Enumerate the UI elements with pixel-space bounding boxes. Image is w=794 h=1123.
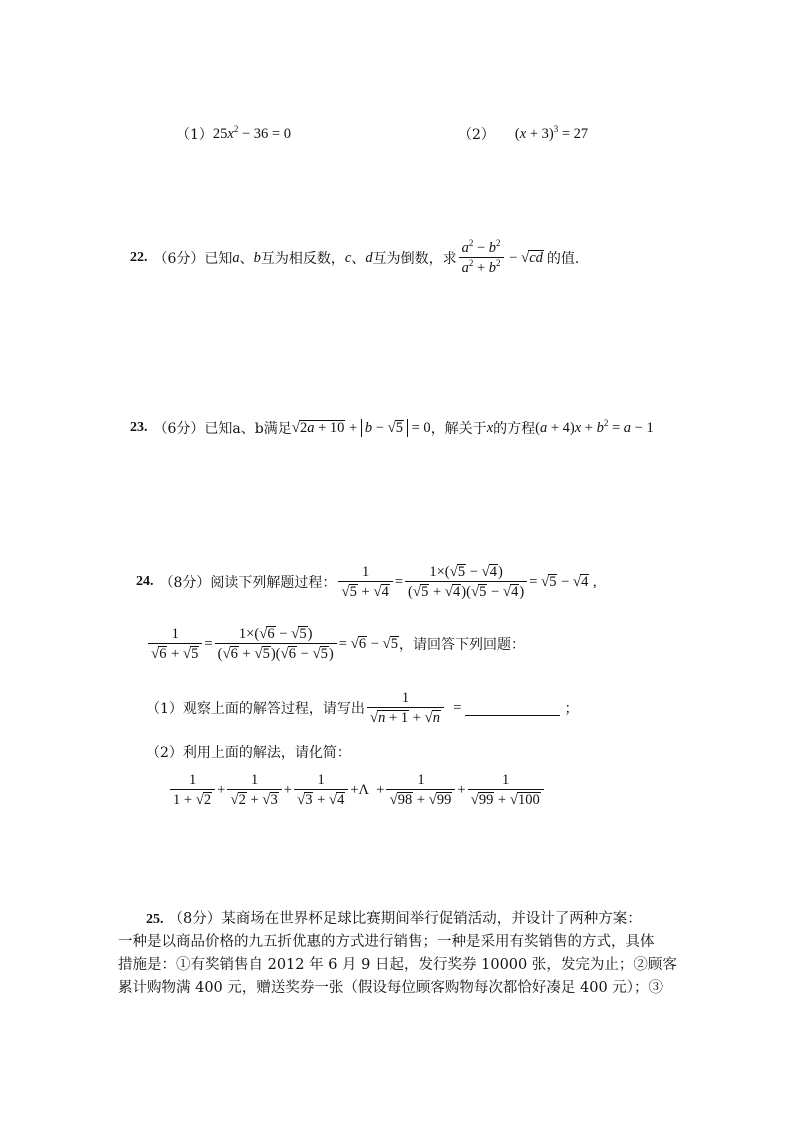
sum-term-3: 1 √ 3 + √ 4 [294,772,348,808]
q25-line1-text: （8分）某商场在世界杯足球比赛期间举行促销活动，并设计了两种方案： [168,911,642,927]
q21-part1 [176,124,291,144]
q23-text-b: ，解关于 [430,421,487,437]
q21-part1-label: （1） [176,127,213,143]
q24-sub2 [146,742,351,762]
q22-expression: $\frac{a^2 - b^2}{a^2 + b^2}$ − √ cd [457,240,544,276]
sum-term-98: 1 √ 98 + √ 99 [386,772,455,808]
q21-part1-equation: $25x^2 - 36 = 0$ [212,123,291,142]
sum-term-2: 1 √ 2 + √ 3 [227,772,281,808]
q23-condition: √ 2a + 10 + b − √ 5 = 0 [291,419,431,436]
q24-example-2-line [146,626,525,662]
q25-line-3: 措施是：①有奖销售自 2012 年 6 月 9 日起，发行奖券 10000 张，发完为止；②顾客 [118,957,677,973]
q21-part2 [458,124,588,144]
q23-text-a: （6分）已知a、b满足 [153,421,292,437]
q22-text-b: 互为相反数， [260,251,345,267]
q23-text-c: 的方程 [493,421,536,437]
q25-line-2: 一种是以商品价格的九五折优惠的方式进行销售；一种是采用有奖销售的方式，具体 [118,934,655,950]
sum-term-99: 1 √ 99 + √ 100 [468,772,544,808]
q24-sub1-end: ； [564,701,579,717]
q22-number: 22. [130,250,148,265]
q24-sub1-label: （1）观察上面的解答过程，请写出 [146,701,365,717]
q22-fraction: $\frac{a^2 - b^2}{a^2 + b^2}$ [459,240,504,276]
q23-var-x: x [486,419,494,436]
q22-text-d: 的值. [546,251,580,267]
q22-var-c: c [344,249,352,266]
q21-part2-equation: $(x + 3)^3 = 27$ [514,123,589,142]
q22-var-d: d [365,249,373,266]
q24-tail: ，请回答下列回题： [398,637,525,653]
q24-sub1-expression: 1 √ n + 1 + √ n = [365,690,462,726]
q25-line-4: 累计购物满 400 元，赠送奖券一张（假设每位顾客购物每次都恰好凑足 400 元）；③ [118,980,664,996]
question-24 [136,564,597,600]
q24-answer-blank[interactable] [465,701,560,716]
q24-intro: （8分）阅读下列解题过程： [159,575,337,591]
q22-text-a: （6分）已知 [153,251,233,267]
q23-number: 23. [130,420,148,435]
question-25 [118,908,688,1000]
q24-number: 24. [136,574,154,589]
q24-sub2-label: （2）利用上面的解法，请化简： [146,745,351,761]
q25-number: 25. [146,912,164,927]
q22-text-c: 互为倒数，求 [372,251,457,267]
question-22 [130,240,579,276]
q22-sep2: 、 [351,251,366,267]
q24-sum-expression: 1 1 + √ 2 + 1 √ 2 + √ 3 + 1 √ 3 + √ 4 +Λ + 1 √ 98 + √ 99 + 1 √ 99 + √ 100 [168,772,546,808]
q24-example-1: 1 √ 5 + √ 4 = 1×( √ 5 − √ 4 ) ( √ 5 + √ 4 )( √ 5 − √ 4 ) = √ 5 − √ 4 , [336,564,596,600]
question-23 [130,418,654,438]
q23-equation: $(a + 4)x + b^2 = a - 1$ [535,417,654,436]
q24-example-2: 1 √ 6 + √ 5 = 1×( √ 6 − √ 5 ) ( √ 6 + √ 5 )( √ 6 − √ 5 ) = √ 6 − √ 5 [146,626,399,662]
q22-var-a: a [232,249,240,266]
q25-line-1 [118,908,688,931]
q22-sep1: 、 [239,251,254,267]
q22-var-b: b [253,249,261,266]
sum-term-1: 1 1 + √ 2 [170,772,215,808]
q24-sub1 [146,690,578,726]
q21-part2-label: （2） [458,127,495,143]
q22-sqrt-cd: √ cd [520,250,543,266]
